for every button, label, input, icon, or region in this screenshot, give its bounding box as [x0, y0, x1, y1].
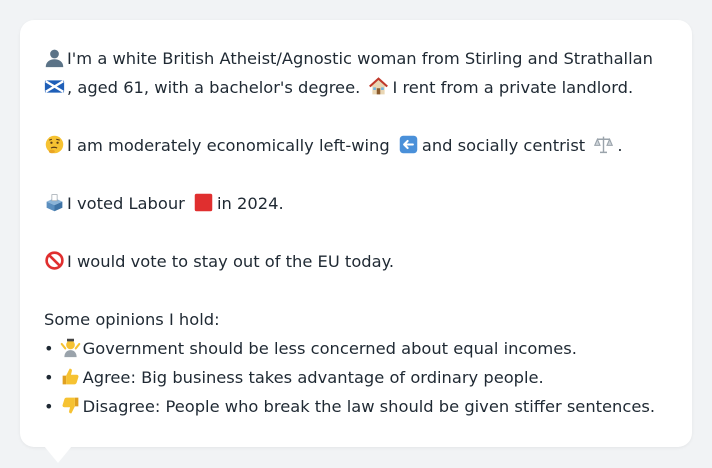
message-bubble — [20, 20, 692, 447]
list-item — [44, 363, 672, 392]
thumbs-up-icon — [60, 366, 81, 387]
left-arrow-icon — [398, 134, 419, 155]
opinions-heading: Some opinions I hold: — [44, 310, 220, 329]
thumbs-down-icon — [60, 395, 81, 416]
message-content — [44, 44, 672, 421]
intro-rent: I rent from a private landlord. — [392, 78, 634, 97]
opinions-list — [44, 334, 672, 421]
bubble-tail — [44, 446, 72, 463]
vote-text: I voted Labour — [67, 194, 185, 213]
balance-scale-icon — [593, 134, 614, 155]
opinion-text: Agree: Big business takes advantage of ordinary people. — [82, 368, 544, 387]
eu-position — [44, 247, 672, 276]
bullet: • — [44, 397, 54, 416]
vote-year: in 2024. — [217, 194, 284, 213]
intro-text: I'm a white British Atheist/Agnostic woman from Stirling and Strathallan — [67, 49, 653, 68]
list-item — [44, 392, 672, 421]
person-icon — [44, 47, 65, 68]
position-period: . — [617, 136, 623, 155]
opinions-section — [44, 305, 672, 421]
ballot-box-icon — [44, 192, 65, 213]
thinking-face-icon — [44, 134, 65, 155]
bullet: • — [44, 339, 54, 358]
political-position — [44, 131, 672, 160]
prohibited-icon — [44, 250, 65, 271]
scotland-flag-icon — [44, 76, 65, 97]
eu-text: I would vote to stay out of the EU today. — [67, 252, 395, 271]
vote-2024 — [44, 189, 672, 218]
intro-age-degree: , aged 61, with a bachelor's degree. — [67, 78, 361, 97]
shrug-icon — [60, 337, 81, 358]
bullet: • — [44, 368, 54, 387]
list-item — [44, 334, 672, 363]
social-position: and socially centrist — [421, 136, 586, 155]
red-square-icon — [193, 192, 214, 213]
house-icon — [368, 76, 389, 97]
opinion-text: Government should be less concerned about equal incomes. — [82, 339, 577, 358]
economic-position: I am moderately economically left-wing — [67, 136, 390, 155]
opinion-text: Disagree: People who break the law should be given stiffer sentences. — [82, 397, 655, 416]
profile-intro — [44, 44, 672, 102]
